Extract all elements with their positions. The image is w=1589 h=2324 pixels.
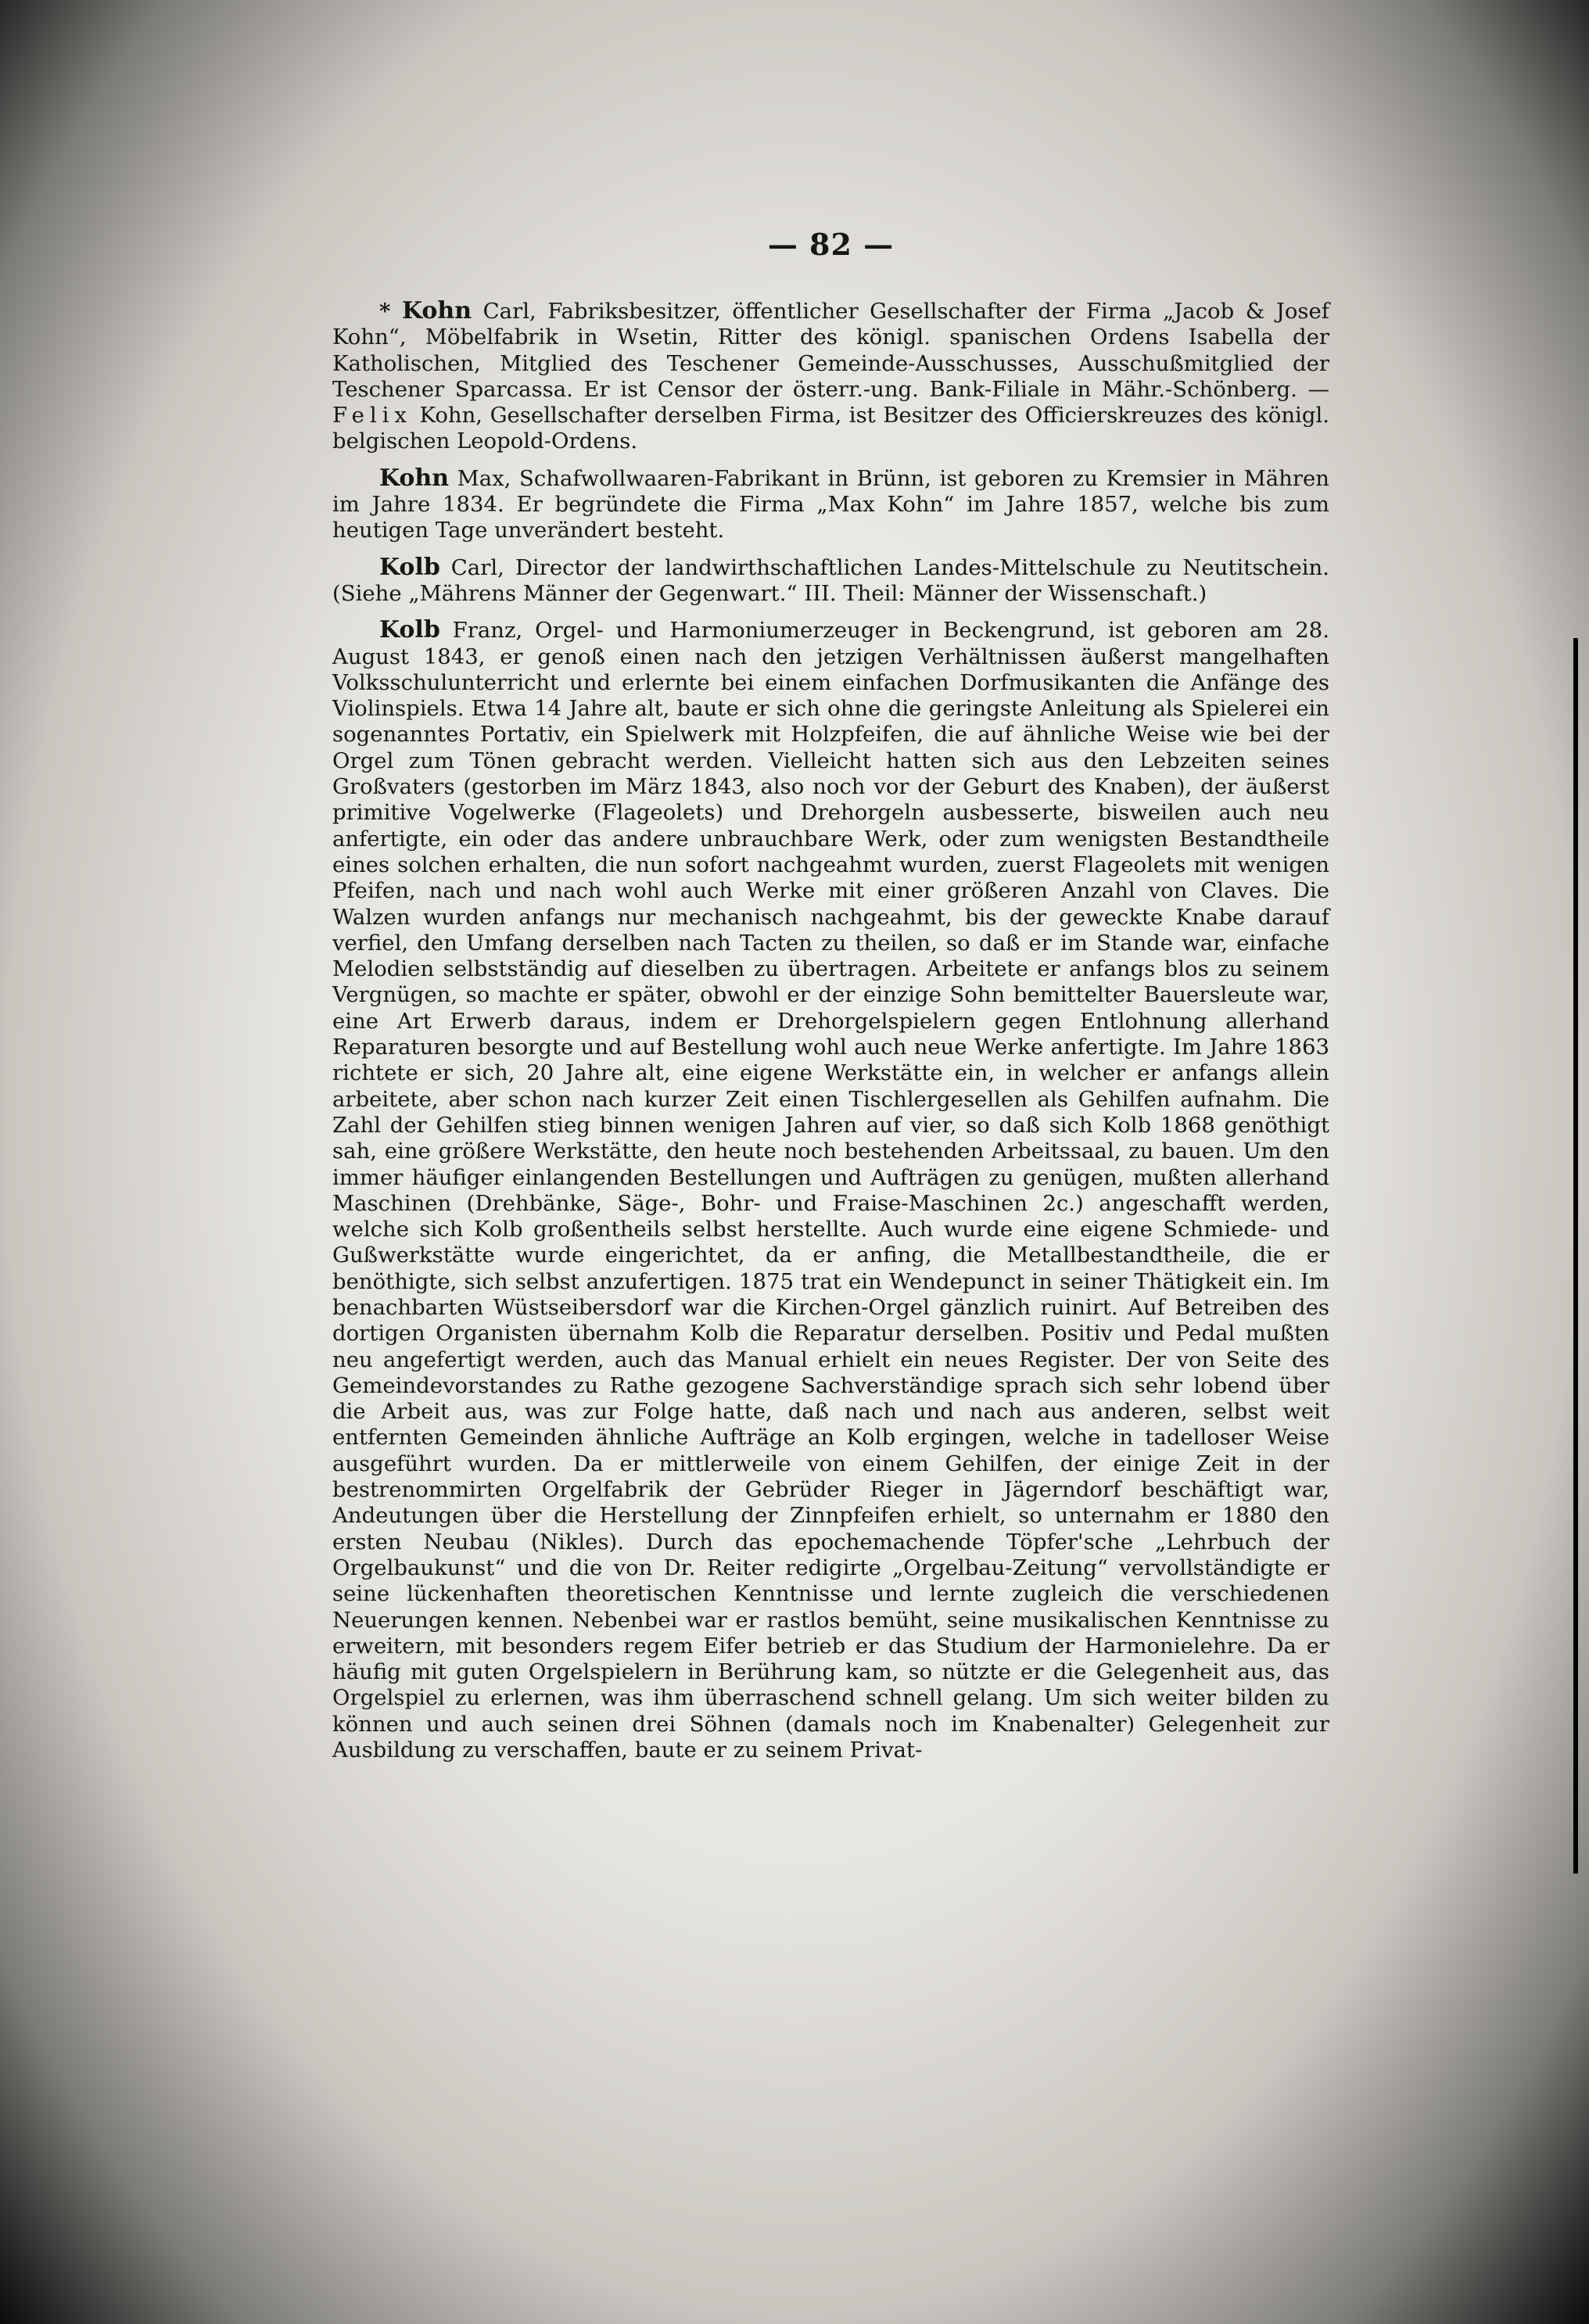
entry-kohn-max <box>332 465 1329 544</box>
entry-headword: Kohn <box>401 297 472 325</box>
scan-edge-mark <box>1573 638 1578 1874</box>
entry-headword: Kolb <box>379 616 440 644</box>
page-number: — 82 — <box>767 227 895 262</box>
entry-text: Carl, Director der landwirthschaftlichen Landes-Mittelschule zu Neutitschein. (Siehe „Mährens Männer der Gegenwart.“ III. Theil: Männer der Wissenschaft.) <box>332 554 1329 606</box>
entry-kohn-carl <box>332 298 1329 455</box>
entry-text: Carl, Fabriksbesitzer, öffentlicher Gesellschafter der Firma „Jacob & Josef Kohn“, Möbelfabrik in Wsetin, Ritter des königl. spanischen Ordens Isabella der Katholischen, Mitglied des Teschener Gemeinde-Ausschusses, Ausschußmitglied der Teschener Sparcassa. Er ist Censor der österr.-ung. Bank-Filiale in Mähr.-Schönberg. — <box>332 299 1329 402</box>
entry-headword: Kohn <box>379 464 450 492</box>
document-page <box>332 211 1329 1978</box>
entry-kolb-carl <box>332 554 1329 608</box>
entry-text: Max, Schafwollwaaren-Fabrikant in Brünn, ist geboren zu Kremsier in Mähren im Jahre 1834. Er begründete die Firma „Max Kohn“ im Jahre 1857, welche bis zum heutigen Tage unverändert besteht. <box>332 465 1329 543</box>
entry-spaced-name: Felix <box>332 403 412 429</box>
entry-text: Franz, Orgel- und Harmoniumerzeuger in Beckengrund, ist geboren am 28. August 1843, er genoß einen nach den jetzigen Verhältnissen äußerst mangelhaften Volksschulunterricht und erlernte bei einem einfachen Dorfmusikanten die Anfänge des Violinspiels. Etwa 14 Jahre alt, baute er sich ohne die geringste Anleitung als Spielerei ein sogenanntes Portativ, ein Spielwerk mit Holzpfeifen, die auf ähnliche Weise wie bei der Orgel zum Tönen gebracht werden. Vielleicht hatten sich aus den Lebzeiten seines Großvaters (gestorben im März 1843, also noch vor der Geburt des Knaben), der äußerst primitive Vogelwerke (Flageolets) und Drehorgeln ausbesserte, bisweilen auch neu anfertigte, ein oder das andere unbrauchbare Werk, oder zum wenigsten Bestandtheile eines solchen erhalten, die nun sofort nachgeahmt wurden, zuerst Flageolets mit wenigen Pfeifen, nach und nach wohl auch Werke mit einer größeren Anzahl von Claves. Die Walzen wurden anfangs nur mechanisch nachgeahmt, bis der geweckte Knabe darauf verfiel, den Umfang derselben nach Tacten zu theilen, so daß er im Stande war, einfache Melodien selbstständig auf dieselben zu übertragen. Arbeitete er anfangs blos zu seinem Vergnügen, so machte er später, obwohl er der einzige Sohn bemittelter Bauersleute war, eine Art Erwerb daraus, indem er Drehorgelspielern gegen Entlohnung allerhand Reparaturen besorgte und auf Bestellung wohl auch neue Werke anfertigte. Im Jahre 1863 richtete er sich, 20 Jahre alt, eine eigene Werkstätte ein, in welcher er anfangs allein arbeitete, aber schon nach kurzer Zeit einen Tischlergesellen als Gehilfen aufnahm. Die Zahl der Gehilfen stieg binnen wenigen Jahren auf vier, so daß sich Kolb 1868 genöthigt sah, eine größere Werkstätte, den heute noch bestehenden Arbeitssaal, zu bauen. Um den immer häufiger einlangenden Bestellungen und Aufträgen zu genügen, mußten allerhand Maschinen (Drehbänke, Säge-, Bohr- und Fraise-Maschinen 2c.) angeschafft werden, welche sich Kolb großentheils selbst herstellte. Auch wurde eine eigene Schmiede- und Gußwerkstätte wurde eingerichtet, da er anfing, die Metallbestandtheile, die er benöthigte, sich selbst anzufertigen. 1875 trat ein Wendepunct in seiner Thätigkeit ein. Im benachbarten Wüstseibersdorf war die Kirchen-Orgel gänzlich ruinirt. Auf Betreiben des dortigen Organisten übernahm Kolb die Reparatur derselben. Positiv und Pedal mußten neu angefertigt werden, auch das Manual erhielt ein neues Register. Der von Seite des Gemeindevorstandes zu Rathe gezogene Sachverständige sprach sich sehr lobend über die Arbeit aus, was zur Folge hatte, daß nach und nach aus anderen, selbst weit entfernten Gemeinden ähnliche Aufträge an Kolb ergingen, welche in tadelloser Weise ausgeführt wurden. Da er mittlerweile von einem Gehilfen, der einige Zeit in der bestrenommirten Orgelfabrik der Gebrüder Rieger in Jägerndorf beschäftigt war, Andeutungen über die Herstellung der Zinnpfeifen erhielt, so unternahm er 1880 den ersten Neubau (Nikles). Durch das epochemachende Töpfer'sche „Lehrbuch der Orgelbaukunst“ und die von Dr. Reiter redigirte „Orgelbau-Zeitung“ vervollständigte er seine lückenhaften theoretischen Kenntnisse und lernte zugleich die verschiedenen Neuerungen kennen. Nebenbei war er rastlos bemüht, seine musikalischen Kenntnisse zu erweitern, mit besonders regem Eifer betrieb er das Studium der Harmonielehre. Da er häufig mit guten Orgelspielern in Berührung kam, so nützte er die Gelegenheit aus, das Orgelspiel zu erlernen, was ihm überraschend schnell gelang. Um sich weiter bilden zu können und auch seinen drei Söhnen (damals noch im Knabenalter) Gelegenheit zur Ausbildung zu verschaffen, baute er zu seinem Privat- <box>332 618 1329 1763</box>
entry-kolb-franz <box>332 617 1329 1763</box>
entry-star-marker: * <box>379 299 391 324</box>
entry-text-continued: Kohn, Gesellschafter derselben Firma, ist Besitzer des Officierskreuzes des königl. belgischen Leopold-Ordens. <box>332 403 1329 454</box>
entry-headword: Kolb <box>379 553 440 581</box>
